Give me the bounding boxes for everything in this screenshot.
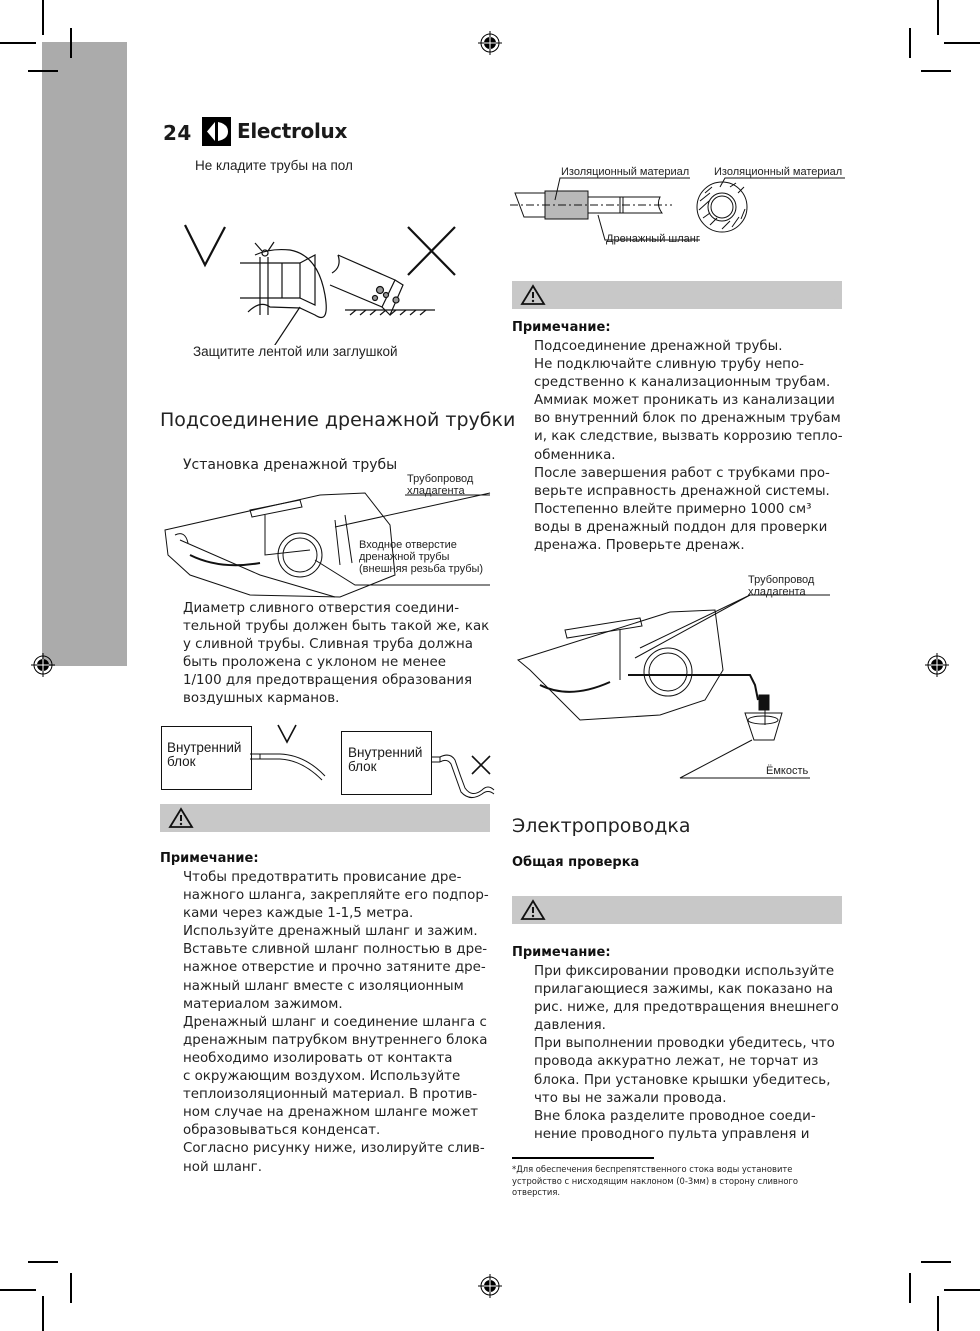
registration-mark-bottom: [478, 1274, 502, 1298]
fig2-label-refrigerant: Трубопровод хладагента: [407, 473, 474, 497]
indoor-unit-label: Внутренний блок: [348, 745, 423, 774]
fig2-label-drain-inlet: Входное отверстие дренажной трубы (внешняя резьба трубы): [359, 539, 484, 575]
drain-diameter-paragraph: Диаметр сливного отверстия соедини- тельной трубы должен быть такой же, как у сливной трубы. Сливная труба должна быть проложена с уклоном не менее 1/100 для предотвращения образования воздушных карманов.: [183, 601, 490, 707]
warning-bar: [160, 804, 490, 832]
note-text-drain-hose: Чтобы предотвратить провисание дре- нажного шланга, закрепляйте его подпор- ками через каждые 1-1,5 метра. Используйте дренажный шланг и зажим. Вставьте сливной шланг полностью в дре- нажное отверстие и прочно затяните дре- нажный шланг вместе с изоляционным материалом зажимом. Дренажный шланг и соединение шланга с дренажным патрубком внутреннего блока необходимо изолировать от контакта с окружающим воздухом. Используйте теплоизоляционный материал. В против- ном случае на дренажном шланге может образовываться конденсат. Согласно рисунку ниже, изолируйте слив- ной шланг.: [183, 870, 489, 1175]
fig5-label-refrigerant: Трубопровод хладагента: [748, 574, 815, 598]
fig1-pipe-protection-illustration: [170, 215, 470, 345]
note-text-sewer-warning: Подсоединение дренажной трубы. Не подключайте сливную трубу непо- средственно к канализационным трубам. Аммиак может проникать из канализации во внутренний блок по дренажным трубам и, как следствие, вызвать коррозию тепло- обменника. После завершения работ с трубками про- верьте исправность дренажной системы. Постепенно влейте примерно 1000 см³ воды в дренажный поддон для проверки дренажа. Проверьте дренаж.: [534, 339, 843, 554]
side-tab-strip: [42, 42, 127, 666]
electrolux-logo-icon: [202, 117, 231, 146]
fig4-label-insulation-2: Изоляционный материал: [714, 166, 843, 178]
cross-mark-icon: [408, 227, 455, 275]
note-label: Примечание:: [512, 320, 611, 335]
subsection-title-general-check: Общая проверка: [512, 855, 640, 870]
page-number: 24: [163, 121, 192, 145]
warning-triangle-icon: [168, 807, 194, 829]
indoor-unit-label: Внутренний блок: [167, 740, 242, 769]
fig4-label-drain-hose: Дренажный шланг: [606, 233, 700, 245]
section-title-drain: Подсоединение дренажной трубки: [160, 409, 516, 431]
fig5-drain-test-drawing: [510, 570, 840, 785]
capped-pipe-drawing: [240, 242, 326, 345]
note-text-wiring: При фиксировании проводки используйте прилагающиеся зажимы, как показано на рис. ниже, для предотвращения внешнего давления. При выполнении проводки убедитесь, что провода аккуратно лежат, не торчат из блока. При установке крышки убедитесь, что вы не зажали провода. Вне блока разделите проводное соеди- нение проводного пульта управленя и: [534, 964, 839, 1142]
warning-bar: [512, 281, 842, 309]
check-mark-icon: [185, 225, 225, 265]
registration-mark-right: [925, 653, 949, 677]
note-label: Примечание:: [512, 945, 611, 960]
registration-mark-top: [478, 31, 502, 55]
fig2-caption: Установка дренажной трубы: [183, 457, 398, 473]
fig5-label-container: Ёмкость: [766, 765, 809, 777]
warning-bar: [512, 896, 842, 924]
note-label: Примечание:: [160, 851, 259, 866]
warning-triangle-icon: [520, 899, 546, 921]
brand-name: Electrolux: [237, 119, 348, 143]
section-title-wiring: Электропроводка: [512, 815, 691, 837]
fig1-caption-top: Не кладите трубы на пол: [195, 158, 353, 173]
footnote: *Для обеспечения беспрепятственного стока воды установите устройство с нисходящим наклоном (0-3мм) в сторону сливного отверстия.: [512, 1164, 798, 1197]
fig4-label-insulation-1: Изоляционный материал: [561, 166, 690, 178]
warning-triangle-icon: [520, 284, 546, 306]
indoor-unit-box-correct: [161, 726, 252, 790]
registration-mark-left: [31, 653, 55, 677]
fig3-hose-slope-drawing: [250, 720, 495, 805]
footnote-divider: [512, 1157, 654, 1159]
fig1-caption-bottom: Защитите лентой или заглушкой: [193, 344, 398, 359]
